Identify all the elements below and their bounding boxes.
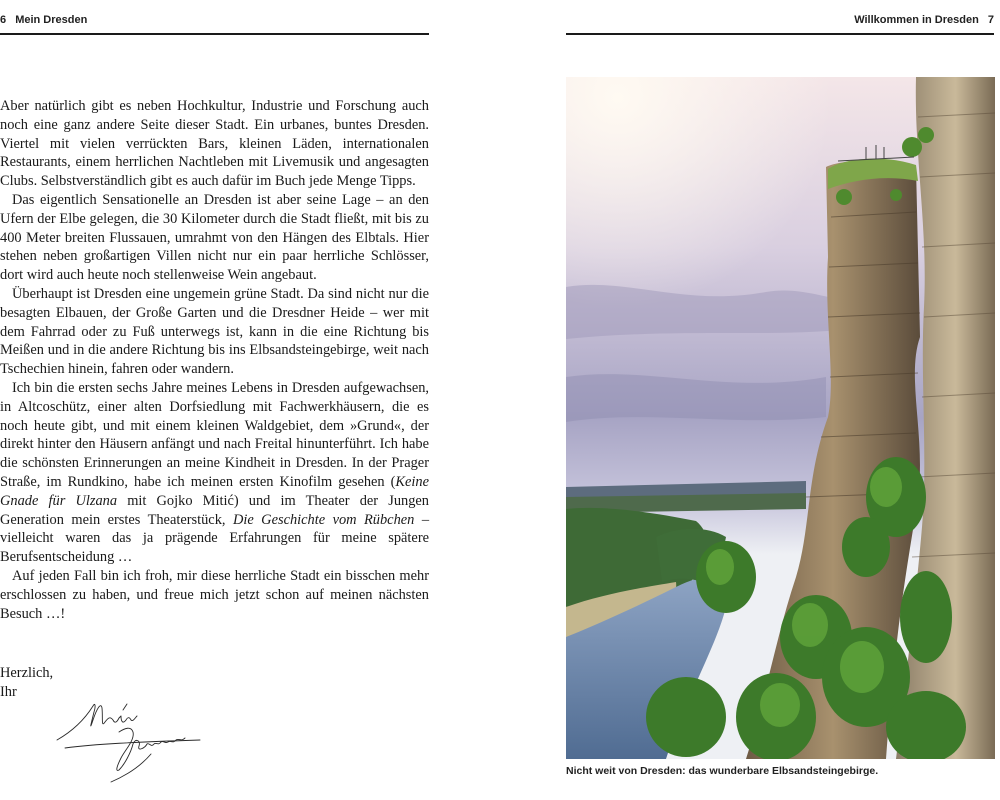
left-header-title: Mein Dresden (15, 14, 88, 26)
paragraph-4 (0, 379, 429, 567)
right-header-title: Willkommen in Dresden (854, 14, 979, 26)
paragraph-1: Aber natürlich gibt es neben Hochkultur, Industrie und Forschung auch noch eine ganz andere Seite dieser Stadt. Ein urbanes, buntes Dresden. Viertel mit vielen verrückten Bars, kleinen Läden, internationalen Restaurants, einem herrlichen Nachtleben mit Livemusik und angesagten Clubs. Selbstverständlich gibt es auch dafür im Buch jede Menge Tipps. (0, 98, 429, 190)
film-title: Keine Gnade für Ulzana (0, 473, 429, 509)
paragraph-4-part-2: mit Gojko Mitić) und im Theater der Jungen Generation mein erstes Theaterstück, (0, 492, 429, 528)
left-running-header (0, 14, 429, 26)
closing-line-2: Ihr (0, 683, 17, 700)
closing-line-1: Herzlich, (0, 665, 54, 681)
landscape-photo (566, 77, 995, 759)
paragraph-2: Das eigentlich Sensationelle an Dresden ist aber seine Lage – an den Ufern der Elbe gelegen, die 30 Kilometer durch die Stadt fließt, mit bis zu 400 Meter breiten Flussauen, umrahmt von den Hängen des Elbtals. Hier stehen neben großartigen Villen nicht nur ein paar herrliche Schlösser, dort wird auch heute noch stellenweise Wein angebaut. (0, 191, 429, 284)
paragraph-3: Überhaupt ist Dresden eine ungemein grüne Stadt. Da sind nicht nur die besagten Elbauen, der Große Garten und die Dresdner Heide – wer mit dem Fahrrad oder zu Fuß unterwegs ist, kann in die eine Richtung bis Meißen und in die andere Richtung bis ins Elbsandsteingebirge, weit nach Tschechien hinein, fahren oder wandern. (0, 285, 429, 378)
left-header-rule (0, 33, 429, 35)
closing (0, 664, 53, 702)
play-title: Die Geschichte vom Rübchen (232, 511, 415, 528)
right-page-number: 7 (987, 14, 994, 26)
left-page-number: 6 (0, 14, 7, 26)
paragraph-4-part-3: – vielleicht waren das ja prägende Erfahrungen für meine spätere Berufsentscheidung … (0, 511, 430, 566)
right-running-header (566, 14, 994, 26)
body-text (0, 97, 429, 623)
photo-caption: Nicht weit von Dresden: das wunderbare Elbsandsteingebirge. (566, 765, 879, 777)
paragraph-4-part-1: Ich bin die ersten sechs Jahre meines Lebens in Dresden aufgewachsen, in Altcoschütz, einer alten Dorfsiedlung mit Fachwerkhäusern, die es noch heute gibt, und mit einem kleinen Waldgebiet, dem »Grund«, der direkt hinter den Häusern anfängt und nach Freital hinunterführt. Ich habe die schönsten Erinnerungen an meine Kindheit in Dresden. In der Prager Straße, im Rundkino, habe ich meinen ersten Kinofilm gesehen ( (0, 379, 429, 490)
right-header-rule (566, 33, 994, 35)
paragraph-5: Auf jeden Fall bin ich froh, mir diese herrliche Stadt ein bisschen mehr erschlossen zu haben, und freue mich jetzt schon auf meinen nächsten Besuch …! (0, 567, 429, 622)
signature-image (55, 692, 205, 784)
